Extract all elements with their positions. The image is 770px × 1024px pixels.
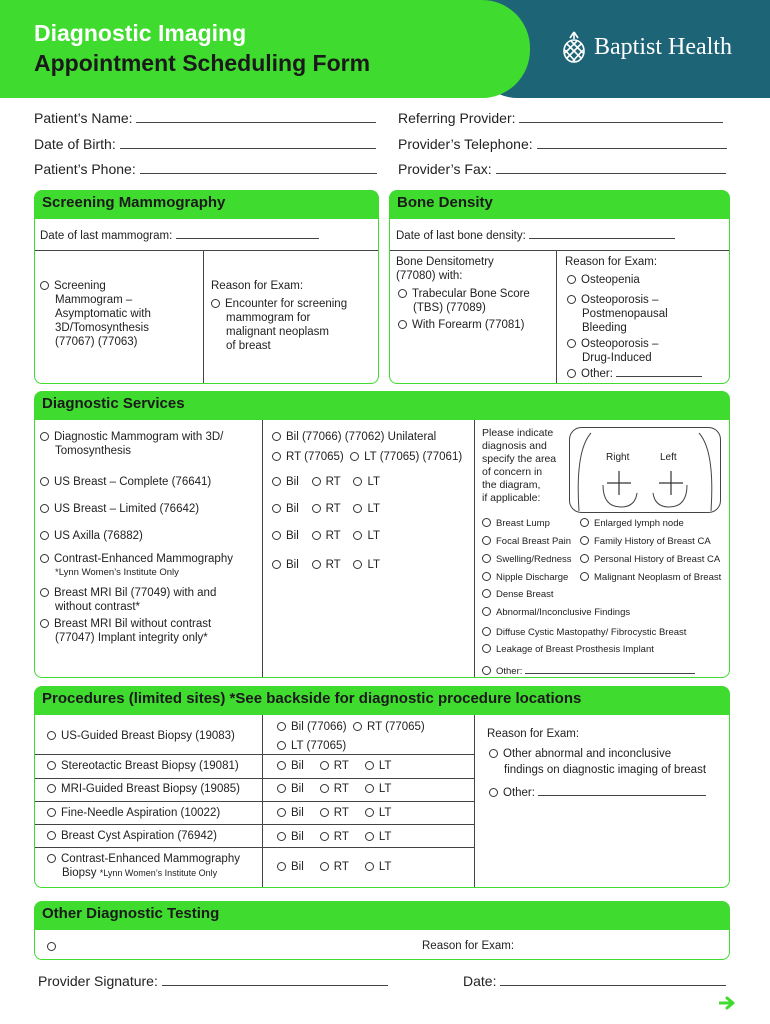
provider-signature-field[interactable] [38,973,388,989]
radio-icon[interactable] [312,504,321,513]
radio-icon[interactable] [567,275,576,284]
radio-icon[interactable] [277,722,286,731]
divider [390,250,729,251]
dx-malignant-neoplasm[interactable]: Malignant Neoplasm of Breast [580,571,721,584]
radio-icon[interactable] [277,784,286,793]
screening-option[interactable]: Screening Mammogram – Asymptomatic with 3D/Tomosynthesis (77067) (77063) [40,279,151,349]
radio-icon[interactable] [365,808,374,817]
radio-icon[interactable] [580,536,589,545]
patient-phone-label: Patient’s Phone: [34,161,136,177]
last-mammogram-label: Date of last mammogram: [40,230,173,242]
radio-icon[interactable] [272,504,281,513]
radio-icon[interactable] [482,554,491,563]
radio-icon[interactable] [320,761,329,770]
tbs-option[interactable]: Trabecular Bone Score (TBS) (77089) [398,287,530,315]
page-title-line2: Appointment Scheduling Form [34,50,371,76]
referring-provider-label: Referring Provider: [398,110,516,126]
dx-lymph-node[interactable]: Enlarged lymph node [580,517,684,530]
radio-icon[interactable] [365,761,374,770]
last-mammogram-field[interactable] [40,229,319,243]
radio-icon[interactable] [312,531,321,540]
radio-icon[interactable] [47,942,56,951]
radio-icon[interactable] [277,741,286,750]
radio-icon[interactable] [312,560,321,569]
proc-reason-other[interactable]: Other: [489,786,706,800]
patient-name-label: Patient’s Name: [34,110,133,126]
radio-icon[interactable] [482,518,491,527]
lynn-note: *Lynn Women’s Institute Only [55,567,179,578]
osteoporosis-drug-option[interactable]: Osteoporosis – Drug-Induced [567,337,658,365]
diag-mammogram-option[interactable]: Diagnostic Mammogram with 3D/ Tomosynthesis [40,430,223,458]
dx-prosthesis-leakage[interactable]: Leakage of Breast Prosthesis Implant [482,643,654,656]
radio-icon[interactable] [365,784,374,793]
radio-icon[interactable] [40,281,49,290]
other-testing-box [34,929,730,960]
divider [262,420,263,677]
radio-icon[interactable] [47,731,56,740]
screening-header: Screening Mammography [34,190,379,218]
provider-phone-label: Provider’s Telephone: [398,136,533,152]
divider [35,824,474,825]
patient-name-field[interactable] [34,110,376,126]
lat-row[interactable]: Bil RT LT [272,558,380,572]
dx-other[interactable]: Other: [482,664,695,678]
forearm-option[interactable]: With Forearm (77081) [398,318,524,332]
mri-with-contrast-option[interactable]: Breast MRI Bil (77049) with and without contrast* [40,586,216,614]
radio-icon[interactable] [567,295,576,304]
radio-icon[interactable] [353,531,362,540]
lat-row[interactable]: Bil RT LT [272,529,380,543]
bone-reason-label: Reason for Exam: [565,256,658,268]
proc-lat-row[interactable]: Bil RT LT [277,759,391,773]
proc-lat-row[interactable]: Bil RT LT [277,806,391,820]
dx-breast-lump[interactable]: Breast Lump [482,517,550,530]
contrast-biopsy-option[interactable]: Contrast-Enhanced Mammography Biopsy *Lynn Women’s Institute Only [47,852,240,880]
proc-reason-abnormal[interactable]: Other abnormal and inconclusive findings on diagnostic imaging of breast [489,746,706,778]
us-guided-biopsy-option[interactable]: US-Guided Breast Biopsy (19083) [47,729,235,743]
radio-icon[interactable] [40,432,49,441]
dx-abnormal-findings[interactable]: Abnormal/Inconclusive Findings [482,606,630,619]
radio-icon[interactable] [320,808,329,817]
divider [35,250,378,251]
radio-icon[interactable] [277,808,286,817]
radio-icon[interactable] [40,619,49,628]
radio-icon[interactable] [320,862,329,871]
lat-row[interactable]: Bil RT LT [272,502,380,516]
logo-text: Baptist Health [594,33,732,60]
dob-field[interactable] [34,136,376,152]
mri-guided-biopsy-option[interactable]: MRI-Guided Breast Biopsy (19085) [47,782,240,796]
us-breast-limited-option[interactable]: US Breast – Limited (76642) [40,502,199,516]
divider [556,250,557,383]
fine-needle-option[interactable]: Fine-Needle Aspiration (10022) [47,806,220,820]
divider [474,715,475,887]
cyst-aspiration-option[interactable]: Breast Cyst Aspiration (76942) [47,829,217,843]
other-testing-header: Other Diagnostic Testing [34,901,730,929]
radio-icon[interactable] [277,832,286,841]
radio-icon[interactable] [482,589,491,598]
radio-icon[interactable] [365,862,374,871]
divider [35,847,474,848]
diagram-right-label: Right [606,452,630,463]
radio-icon[interactable] [398,289,407,298]
radio-icon[interactable] [482,627,491,636]
baptist-health-logo [560,30,732,64]
radio-icon[interactable] [580,554,589,563]
radio-icon[interactable] [482,666,491,675]
screening-reason-option[interactable]: Encounter for screening mammogram for malignant neoplasm of breast [211,297,347,353]
dx-dense-breast[interactable]: Dense Breast [482,588,554,601]
diagram-left-label: Left [660,452,677,463]
radio-icon[interactable] [277,761,286,770]
dx-fibrocystic[interactable]: Diffuse Cystic Mastopathy/ Fibrocystic Breast [482,626,686,639]
radio-icon[interactable] [47,854,56,863]
radio-icon[interactable] [40,477,49,486]
dx-family-history[interactable]: Family History of Breast CA [580,535,711,548]
radio-icon[interactable] [47,784,56,793]
indicate-instructions: Please indicate diagnosis and specify the area of concern in the diagram, if applicable: [482,427,557,504]
radio-icon[interactable] [272,560,281,569]
radio-icon[interactable] [272,477,281,486]
other-reason-label: Reason for Exam: [422,940,515,952]
proc-lat-row[interactable]: Bil RT LT [277,830,391,844]
us-breast-complete-option[interactable]: US Breast – Complete (76641) [40,475,211,489]
radio-icon[interactable] [580,518,589,527]
dob-label: Date of Birth: [34,136,116,152]
page-title-line1: Diagnostic Imaging [34,20,247,46]
radio-icon[interactable] [40,504,49,513]
radio-icon[interactable] [489,749,498,758]
radio-icon[interactable] [272,531,281,540]
bone-density-header: Bone Density [389,190,730,218]
radio-icon[interactable] [353,560,362,569]
last-bone-density-field[interactable] [396,229,675,243]
radio-icon[interactable] [320,832,329,841]
radio-icon[interactable] [567,339,576,348]
radio-icon[interactable] [489,788,498,797]
provider-fax-field[interactable] [398,161,726,177]
radio-icon[interactable] [353,477,362,486]
proc-reason-label: Reason for Exam: [487,728,580,740]
radio-icon[interactable] [40,531,49,540]
radio-icon[interactable] [350,452,359,461]
proc-lat-row[interactable]: Bil RT LT [277,860,391,874]
proc-lat-bil-rt[interactable]: Bil (77066) RT (77065) [277,720,425,734]
radio-icon[interactable] [320,784,329,793]
radio-icon[interactable] [272,432,281,441]
dx-focal-pain[interactable]: Focal Breast Pain [482,535,571,548]
radio-icon[interactable] [580,572,589,581]
densitometry-label: Bone Densitometry (77080) with: [396,256,494,282]
radio-icon[interactable] [47,808,56,817]
radio-icon[interactable] [365,832,374,841]
radio-icon[interactable] [47,831,56,840]
diagnostic-services-header: Diagnostic Services [34,391,730,419]
mri-without-contrast-option[interactable]: Breast MRI Bil without contrast (77047) Implant integrity only* [40,617,211,645]
other-testing-option[interactable] [47,940,61,954]
osteopenia-option[interactable]: Osteopenia [567,273,640,287]
proc-lat-lt[interactable]: LT (77065) [277,739,346,753]
screening-reason-label: Reason for Exam: [211,280,304,292]
header-band-green [0,0,530,98]
radio-icon[interactable] [277,862,286,871]
last-bone-density-label: Date of last bone density: [396,230,526,242]
us-axilla-option[interactable]: US Axilla (76882) [40,529,143,543]
radio-icon[interactable] [353,722,362,731]
divider [35,778,474,779]
divider [35,801,474,802]
dx-personal-history[interactable]: Personal History of Breast CA [580,553,720,566]
radio-icon[interactable] [482,536,491,545]
radio-icon[interactable] [47,761,56,770]
contrast-mammography-option[interactable]: Contrast-Enhanced Mammography [40,552,233,566]
lat-bil-unilateral[interactable]: Bil (77066) (77062) Unilateral [272,430,436,444]
referring-provider-field[interactable] [398,110,723,126]
provider-fax-label: Provider’s Fax: [398,161,492,177]
radio-icon[interactable] [482,607,491,616]
patient-phone-field[interactable] [34,161,377,177]
procedures-header: Procedures (limited sites) *See backside for diagnostic procedure locations [34,686,730,714]
divider [474,420,475,677]
divider [203,250,204,383]
breast-diagram[interactable] [569,427,721,513]
radio-icon[interactable] [353,504,362,513]
proc-lat-row[interactable]: Bil RT LT [277,782,391,796]
radio-icon[interactable] [40,554,49,563]
pineapple-icon [560,30,588,64]
stereotactic-biopsy-option[interactable]: Stereotactic Breast Biopsy (19081) [47,759,239,773]
date-field[interactable] [463,973,726,989]
dx-nipple-discharge[interactable]: Nipple Discharge [482,571,568,584]
radio-icon[interactable] [211,299,220,308]
arrow-right-icon[interactable] [719,996,737,1010]
provider-phone-field[interactable] [398,136,727,152]
osteoporosis-postmenopausal-option[interactable]: Osteoporosis – Postmenopausal Bleeding [567,293,668,335]
radio-icon[interactable] [567,369,576,378]
dx-swelling[interactable]: Swelling/Redness [482,553,572,566]
bone-other-option[interactable]: Other: [567,367,702,381]
radio-icon[interactable] [40,588,49,597]
radio-icon[interactable] [272,452,281,461]
radio-icon[interactable] [482,644,491,653]
divider [35,754,474,755]
lat-rt-lt[interactable]: RT (77065) LT (77065) (77061) [272,450,462,464]
radio-icon[interactable] [398,320,407,329]
provider-signature-label: Provider Signature: [38,973,158,989]
date-label: Date: [463,973,497,989]
lat-row[interactable]: Bil RT LT [272,475,380,489]
radio-icon[interactable] [312,477,321,486]
radio-icon[interactable] [482,572,491,581]
